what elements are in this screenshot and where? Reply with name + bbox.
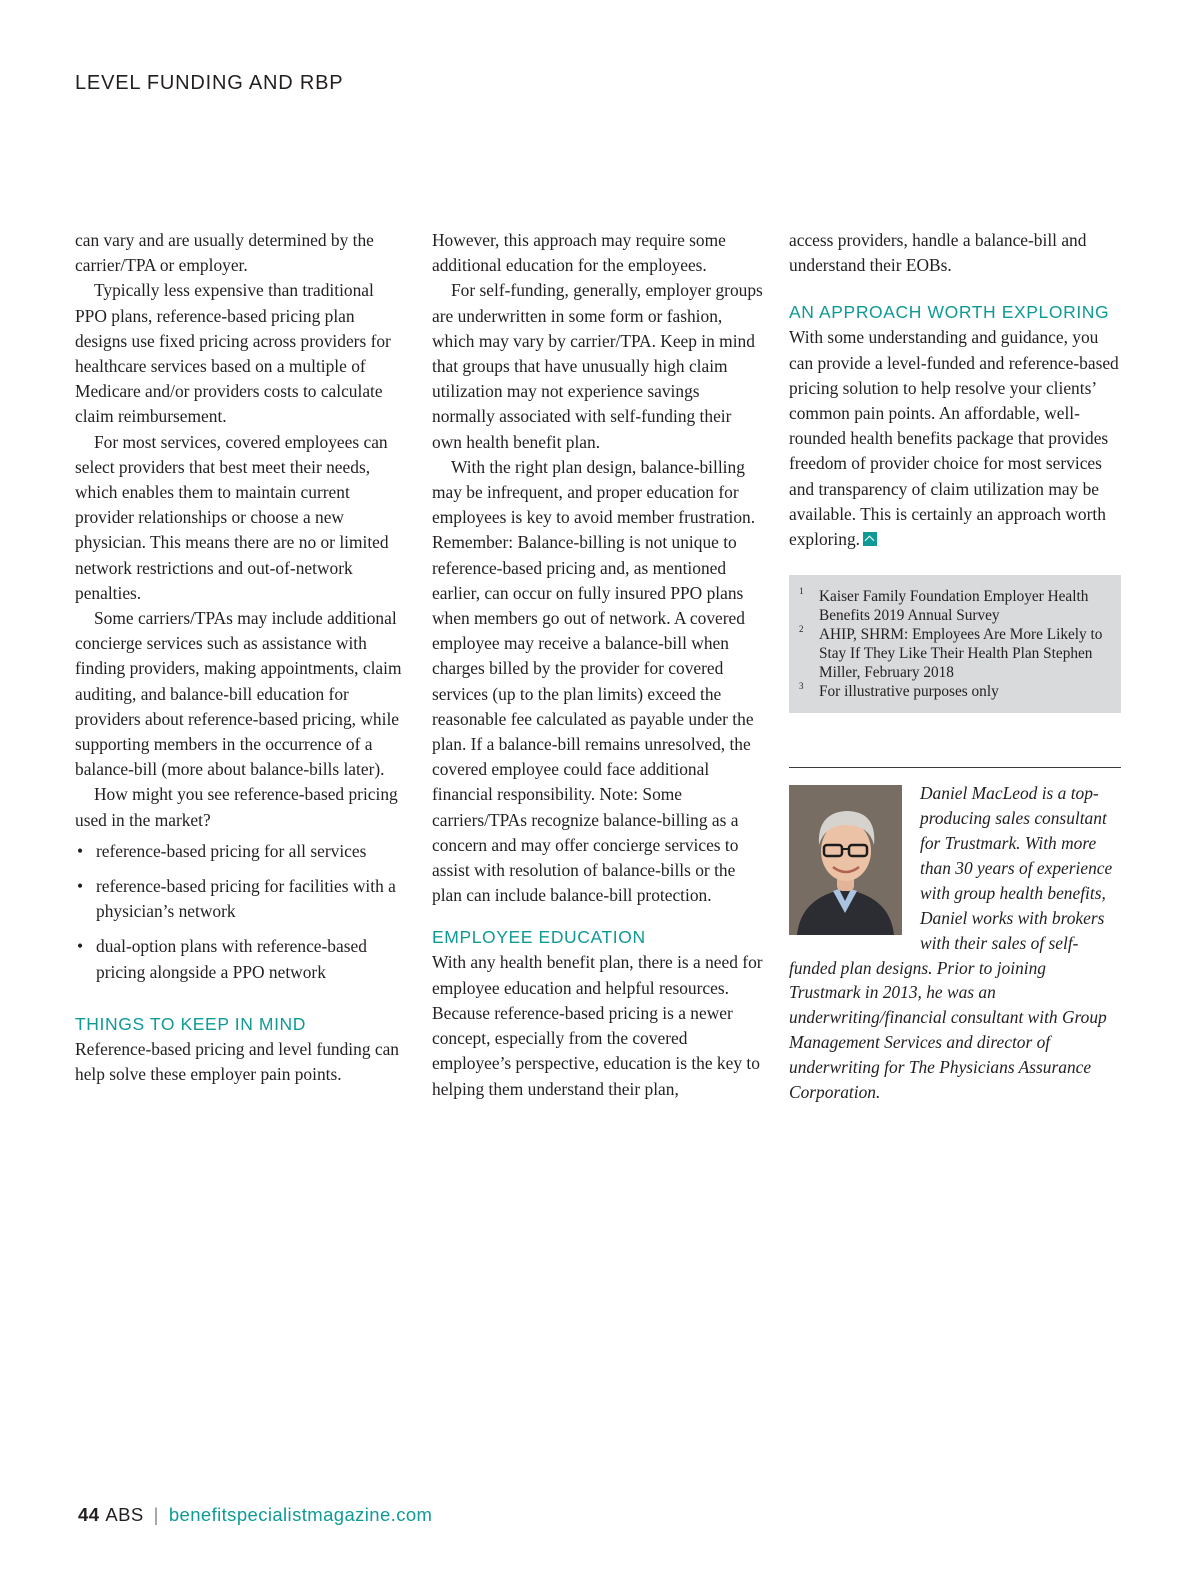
publication-name: ABS [105, 1504, 144, 1525]
abs-logo-icon [863, 532, 877, 546]
paragraph: With any health benefit plan, there is a need for employee education and helpful resources. Because reference-based pricing is a newer concept, especially from the covered employee’s perspective, education is the key to helping them understand their plan, [432, 952, 763, 1099]
paragraph: With some understanding and guidance, you can provide a level-funded and reference-based pricing solution to help resolve your clients’ common pain points. An affordable, well-rounded health benefits package that provides freedom of provider choice for most services and transparency of claim utilization may be available. This is certainly an approach worth exploring. [789, 327, 1119, 550]
list-item: • dual-option plans with reference-based pricing alongside a PPO network [77, 936, 367, 982]
paragraph: How might you see reference-based pricing used in the market? [75, 784, 398, 830]
paragraph: can vary and are usually determined by the carrier/TPA or employer. [75, 230, 374, 276]
subheading-employee-education: EMPLOYEE EDUCATION [432, 927, 646, 948]
article-column-1 [75, 228, 409, 1087]
page-number: 44 [78, 1504, 100, 1525]
paragraph: Typically less expensive than traditional PPO plans, reference-based pricing plan designs use fixed pricing across providers for healthcare services based on a multiple of Medicare and/or providers costs to calculate claim reimbursement. [75, 280, 391, 427]
page-footer [78, 1504, 432, 1526]
endnotes-box [789, 575, 1121, 713]
subheading-approach-worth-exploring: AN APPROACH WORTH EXPLORING [789, 302, 1110, 323]
article-column-3 [789, 228, 1121, 1105]
subheading-keep-in-mind: THINGS TO KEEP IN MIND [75, 1013, 307, 1034]
paragraph: Some carriers/TPAs may include additional concierge services such as assistance with finding providers, making appointments, claim auditing, and balance-bill education for providers about reference-based pricing, while supporting members in the occurrence of a balance-bill (more about balance-bills later). [75, 608, 402, 780]
article-column-2 [432, 228, 765, 1102]
author-photo [789, 785, 902, 935]
endnote: 3 For illustrative purposes only [799, 681, 999, 701]
endnote: 1 Kaiser Family Foundation Employer Health Benefits 2019 Annual Survey [799, 586, 1089, 625]
paragraph: access providers, handle a balance-bill and understand their EOBs. [789, 230, 1087, 276]
bullet-dot-icon: • [77, 936, 84, 957]
paragraph: However, this approach may require some additional education for the employees. [432, 230, 726, 276]
footer-separator: | [153, 1504, 159, 1525]
list-item: • reference-based pricing for all services [75, 839, 409, 864]
website-link[interactable]: benefitspecialistmagazine.com [168, 1504, 433, 1525]
paragraph: For self-funding, generally, employer groups are underwritten in some form or fashion, which may vary by carrier/TPA. Keep in mind that groups that have unusually high claim utilization may not experience savings normally associated with self-funding their own health benefit plan. [432, 280, 763, 452]
author-portrait-icon [789, 785, 902, 935]
paragraph: With the right plan design, balance-billing may be infrequent, and proper education for employees is key to avoid member frustration. Remember: Balance-billing is not unique to reference-based pricing and, as mentioned earlier, can occur on fully insured PPO plans when members go out of network. A covered employee may receive a balance-bill when charges billed by the provider for covered services (up to the plan limits) exceed the reasonable fee calculated as payable under the plan. If a balance-bill remains unresolved, the covered employee could face additional financial responsibility. Note: Some carriers/TPAs recognize balance-billing as a concern and may offer concierge services to assist with resolution of balance-bills or the plan can include balance-bill protection. [432, 456, 756, 906]
paragraph: For most services, covered employees can select providers that best meet their needs, which enables them to maintain current provider relationships or choose a new physician. This means there are no or limited network restrictions and out-of-network penalties. [75, 431, 389, 603]
divider [789, 767, 1121, 768]
author-bio: Daniel MacLeod is a top-producing sales consultant for Trustmark. With more than 30 years of experience with group health benefits, Daniel works with brokers with their sales of self-funded plan designs. Prior to joining Trustmark in 2013, he was an underwriting/financial consultant with Group Management Services and director of underwriting for The Physicians Assurance Corporation. [789, 783, 1113, 1103]
endnote: 2 AHIP, SHRM: Employees Are More Likely to Stay If They Like Their Health Plan Stephen Miller, February 2018 [799, 624, 1103, 682]
bullet-dot-icon: • [77, 840, 84, 861]
paragraph: Reference-based pricing and level funding can help solve these employer pain points. [75, 1038, 399, 1085]
bullet-dot-icon: • [77, 876, 84, 897]
list-item: • reference-based pricing for facilities with a physician’s network [77, 876, 396, 922]
section-title: LEVEL FUNDING AND RBP [75, 72, 344, 94]
bullet-list [75, 839, 409, 985]
